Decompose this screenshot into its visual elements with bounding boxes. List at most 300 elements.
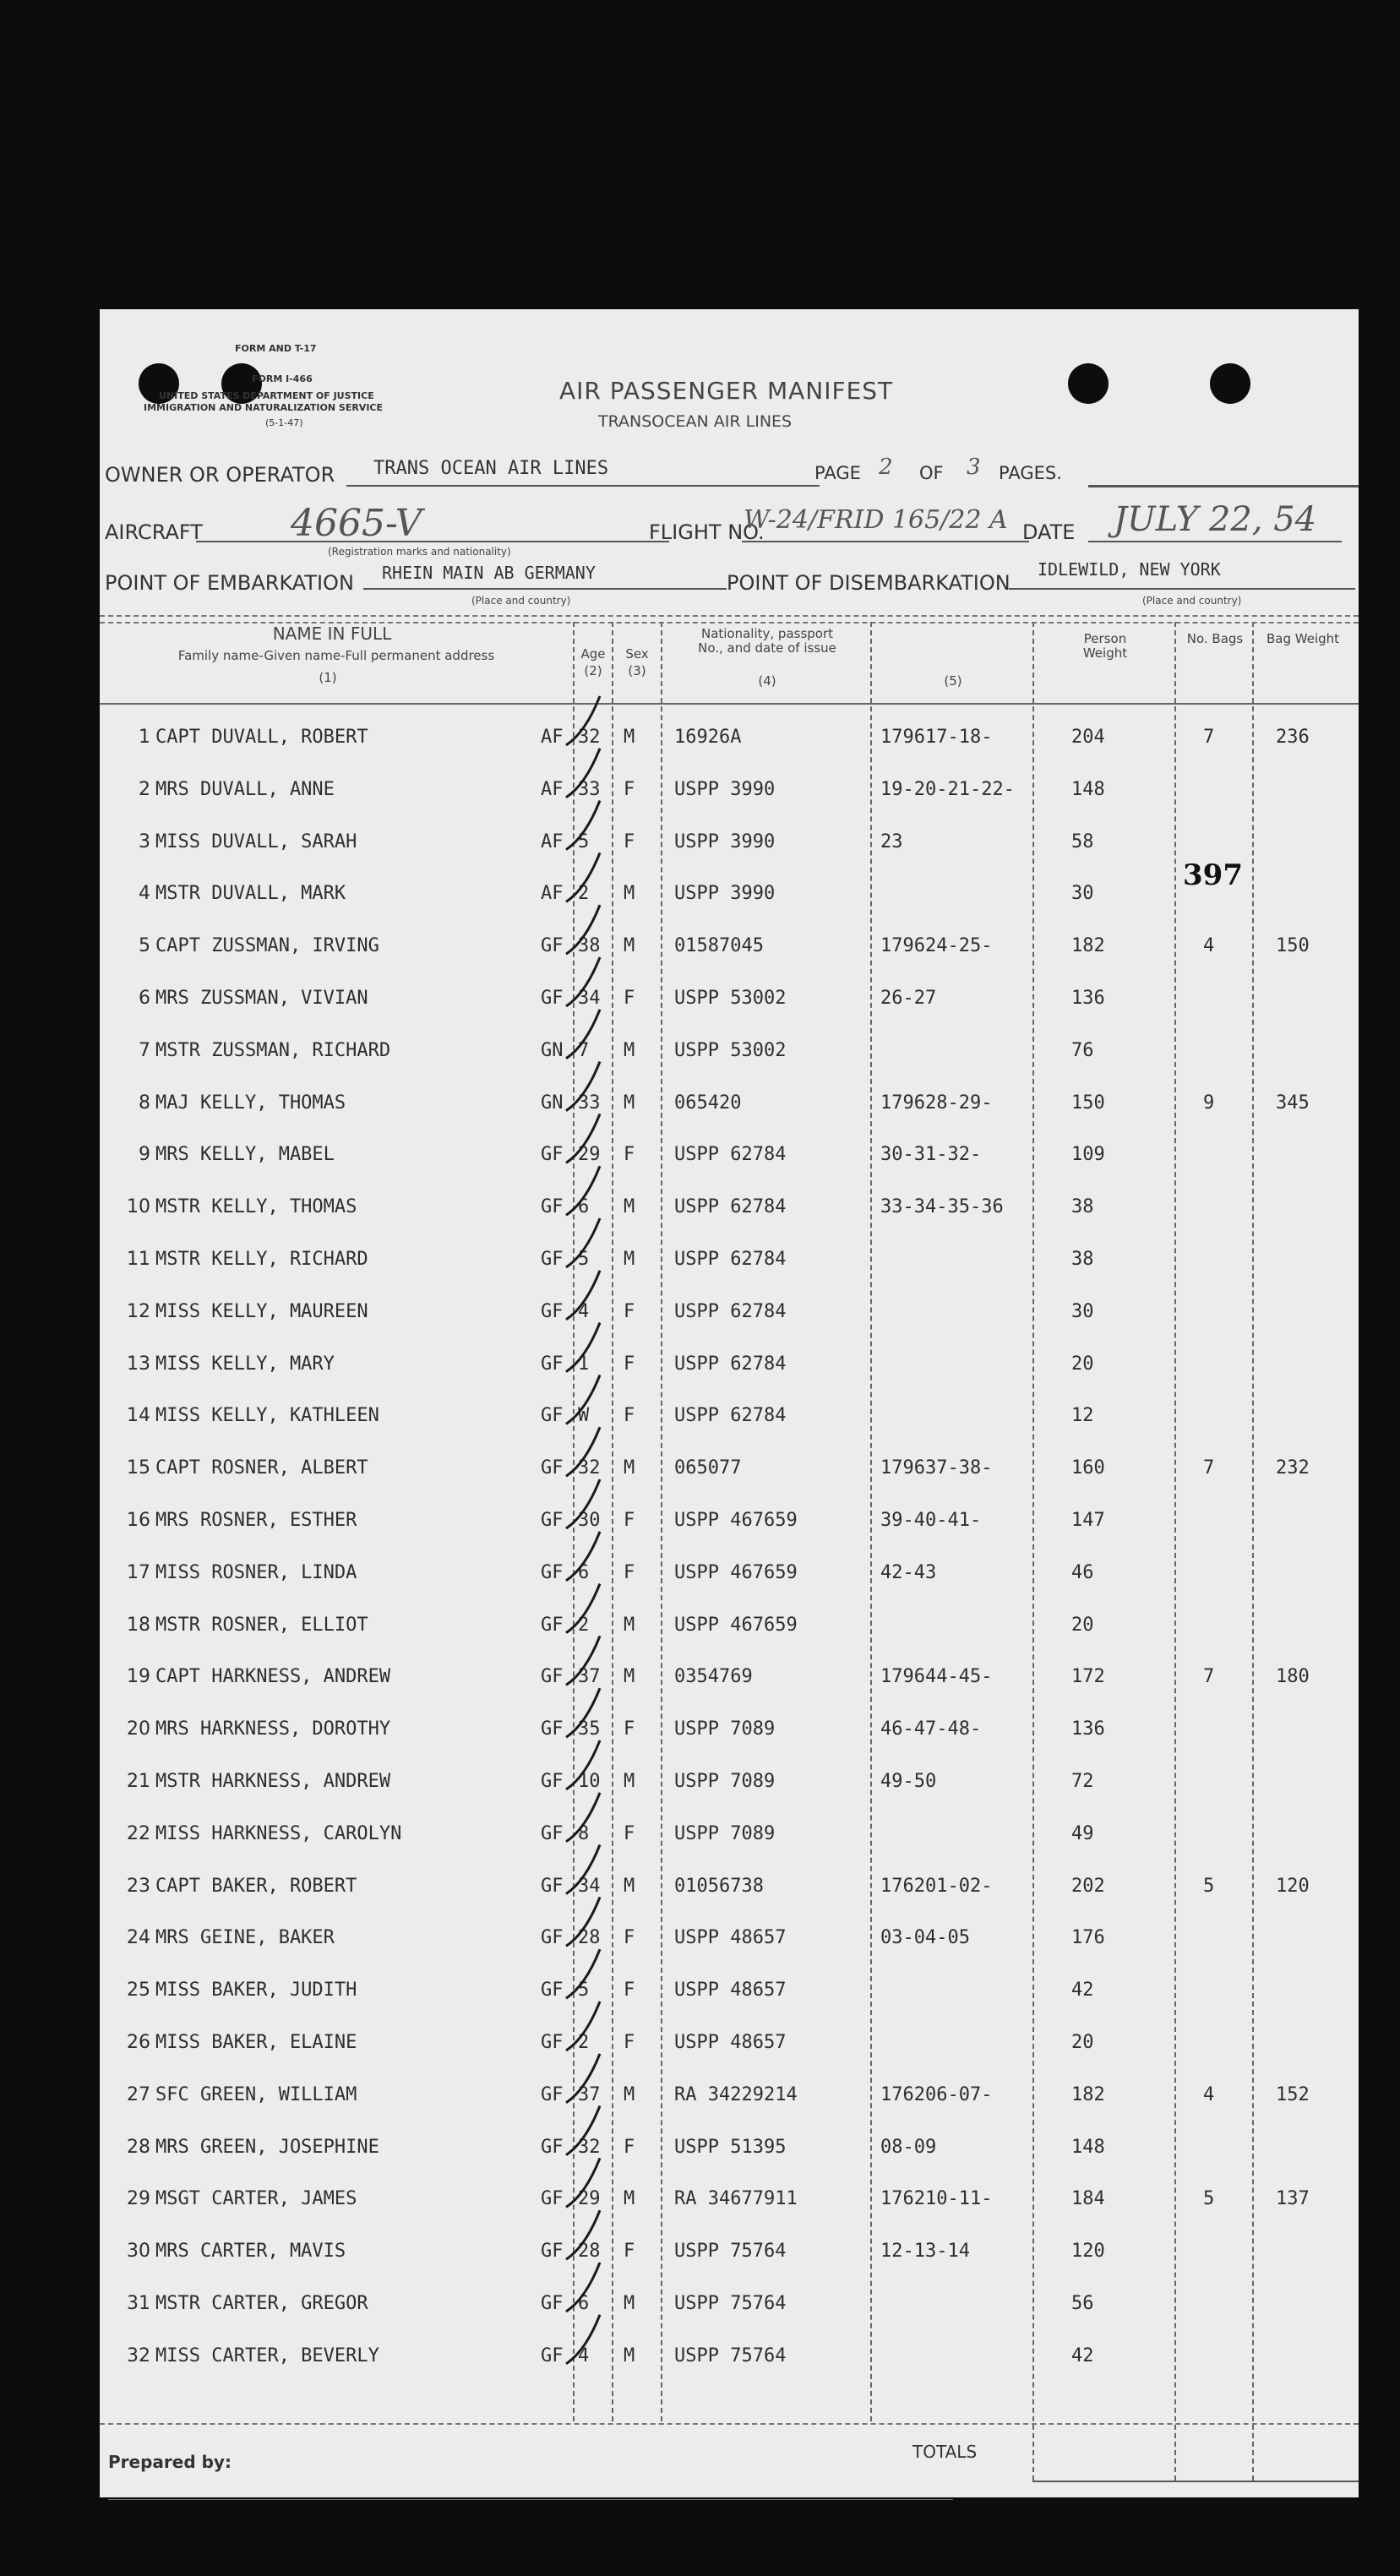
cell-code: GF: [541, 2345, 564, 2366]
cell-name: MISS DUVALL, SARAH: [155, 831, 357, 852]
cell-n: 1: [139, 727, 150, 748]
cell-n: 19: [127, 1666, 150, 1688]
cell-name: MRS GREEN, JOSEPHINE: [155, 2136, 379, 2158]
cell-bagwt: 120: [1276, 1875, 1310, 1897]
cell-name: CAPT HARKNESS, ANDREW: [155, 1666, 391, 1688]
cell-n: 15: [127, 1457, 150, 1479]
department-line-2: IMMIGRATION AND NATURALIZATION SERVICE: [144, 402, 384, 413]
cell-code: GF: [541, 2293, 564, 2314]
check-mark: [566, 2210, 600, 2259]
cell-n: 14: [127, 1405, 150, 1427]
cell-n: 11: [127, 1249, 150, 1270]
cell-age: 37: [578, 2083, 601, 2105]
cell-wt: 58: [1071, 831, 1094, 852]
cell-wt: 30: [1071, 883, 1094, 905]
cell-sex: F: [624, 1927, 635, 1949]
cell-sex: F: [624, 1510, 635, 1531]
owner-value: TRANS OCEAN AIR LINES: [373, 458, 609, 479]
cell-age: 6: [578, 1561, 590, 1583]
cell-bags: 7: [1203, 1666, 1215, 1688]
cell-name: MRS ZUSSMAN, VIVIAN: [155, 988, 368, 1009]
cell-sex: F: [624, 1718, 635, 1740]
cell-wt: 120: [1071, 2241, 1105, 2263]
col-header-person-weight: Person Weight: [1082, 631, 1128, 661]
cell-sex: M: [624, 1249, 635, 1270]
cell-sex: F: [624, 2032, 635, 2053]
cell-age: 33: [578, 778, 601, 800]
cell-sex: F: [624, 1300, 635, 1322]
cell-wt: 150: [1071, 1092, 1105, 1114]
cell-bagwt: 137: [1276, 2188, 1310, 2210]
cell-wt: 202: [1071, 1875, 1105, 1897]
cell-name: MRS HARKNESS, DOROTHY: [155, 1718, 391, 1740]
cell-code: GF: [541, 1771, 564, 1792]
check-mark: [566, 2001, 600, 2050]
cell-n: 9: [139, 1144, 150, 1166]
cell-n: 18: [127, 1614, 150, 1636]
cell-tick: 46-47-48-: [880, 1718, 982, 1740]
cell-nat: USPP 3990: [674, 883, 776, 905]
cell-tick: 176201-02-: [880, 1875, 993, 1897]
check-mark: [566, 1010, 600, 1059]
check-mark: [566, 852, 600, 901]
cell-code: GF: [541, 1353, 564, 1375]
cell-nat: USPP 62784: [674, 1353, 787, 1375]
cell-age: 32: [578, 727, 601, 748]
cell-sex: M: [624, 1457, 635, 1479]
cell-n: 29: [127, 2188, 150, 2210]
cell-nat: 065420: [674, 1092, 742, 1114]
total-pages: 3: [967, 455, 981, 480]
cell-name: MRS DUVALL, ANNE: [155, 778, 335, 800]
stamp-number: 397: [1183, 858, 1243, 892]
cell-name: MISS ROSNER, LINDA: [155, 1561, 357, 1583]
cell-age: 10: [578, 1771, 601, 1792]
cell-age: 7: [578, 1039, 590, 1061]
check-mark: [566, 1218, 600, 1267]
cell-sex: M: [624, 1039, 635, 1061]
cell-age: 1: [578, 1353, 590, 1375]
cell-sex: M: [624, 1875, 635, 1897]
col-header-sex: Sex: [625, 646, 649, 662]
cell-sex: M: [624, 2293, 635, 2314]
cell-bagwt: 152: [1276, 2083, 1310, 2105]
cell-name: MSTR DUVALL, MARK: [155, 883, 346, 905]
cell-tick: 03-04-05: [880, 1927, 970, 1949]
cell-n: 22: [127, 1822, 150, 1844]
cell-sex: F: [624, 1561, 635, 1583]
cell-wt: 38: [1071, 1196, 1094, 1218]
cell-sex: M: [624, 1196, 635, 1218]
check-mark: [566, 1271, 600, 1320]
totals-label: TOTALS: [912, 2442, 978, 2462]
aircraft-value: 4665-V: [291, 502, 422, 545]
cell-age: 2: [578, 883, 590, 905]
cell-wt: 56: [1071, 2293, 1094, 2314]
cell-bagwt: 180: [1276, 1666, 1310, 1688]
col-header-bag-weight: Bag Weight: [1266, 631, 1340, 646]
cell-nat: 065077: [674, 1457, 742, 1479]
cell-age: 32: [578, 2136, 601, 2158]
cell-tick: 19-20-21-22-: [880, 778, 1015, 800]
cell-code: GF: [541, 1666, 564, 1688]
cell-tick: 23: [880, 831, 903, 852]
cell-name: MISS KELLY, MARY: [155, 1353, 335, 1375]
cell-sex: F: [624, 1822, 635, 1844]
cell-age: 33: [578, 1092, 601, 1114]
col-header-sex-num: (3): [628, 663, 646, 678]
check-mark: [566, 2315, 600, 2364]
cell-code: AF: [541, 883, 564, 905]
cell-wt: 109: [1071, 1144, 1105, 1166]
cell-code: GF: [541, 2188, 564, 2210]
check-mark: [566, 1062, 600, 1111]
cell-name: SFC GREEN, WILLIAM: [155, 2083, 357, 2105]
cell-bagwt: 345: [1276, 1092, 1310, 1114]
col-header-no-bags: No. Bags: [1186, 631, 1244, 646]
cell-sex: F: [624, 988, 635, 1009]
cell-sex: M: [624, 1092, 635, 1114]
cell-age: 34: [578, 988, 601, 1009]
form-number: FORM I-466: [252, 373, 313, 384]
cell-tick: 26-27: [880, 988, 937, 1009]
cell-code: GF: [541, 1875, 564, 1897]
cell-name: CAPT DUVALL, ROBERT: [155, 727, 368, 748]
cell-name: CAPT ZUSSMAN, IRVING: [155, 935, 379, 957]
cell-name: MISS KELLY, MAUREEN: [155, 1300, 368, 1322]
cell-n: 20: [127, 1718, 150, 1740]
cell-nat: USPP 48657: [674, 1927, 787, 1949]
cell-wt: 204: [1071, 727, 1105, 748]
cell-sex: M: [624, 2188, 635, 2210]
cell-nat: USPP 75764: [674, 2345, 787, 2366]
check-mark: [566, 1584, 600, 1633]
cell-wt: 184: [1071, 2188, 1105, 2210]
check-mark: [566, 1949, 600, 1998]
check-mark: [566, 1688, 600, 1737]
cell-sex: F: [624, 778, 635, 800]
cell-nat: USPP 3990: [674, 831, 776, 852]
cell-sex: F: [624, 1144, 635, 1166]
cell-name: MRS ROSNER, ESTHER: [155, 1510, 357, 1531]
cell-code: GF: [541, 988, 564, 1009]
disembarkation-value: IDLEWILD, NEW YORK: [1038, 559, 1221, 580]
col-header-age-num: (2): [584, 663, 602, 678]
manifest-title: AIR PASSENGER MANIFEST: [559, 377, 894, 405]
totals-underline: [1032, 2481, 1359, 2482]
cell-bags: 7: [1203, 1457, 1215, 1479]
cell-name: MRS GEINE, BAKER: [155, 1927, 335, 1949]
cell-sex: M: [624, 2345, 635, 2366]
cell-name: MSTR ZUSSMAN, RICHARD: [155, 1039, 391, 1061]
cell-name: MISS KELLY, KATHLEEN: [155, 1405, 379, 1427]
cell-age: 6: [578, 2293, 590, 2314]
cell-name: MISS CARTER, BEVERLY: [155, 2345, 379, 2366]
cell-age: 5: [578, 831, 590, 852]
cell-age: 4: [578, 2345, 590, 2366]
pages-label: PAGES.: [999, 463, 1062, 483]
cell-wt: 72: [1071, 1771, 1094, 1792]
cell-wt: 182: [1071, 2083, 1105, 2105]
form-edition: (5-1-47): [265, 417, 303, 428]
cell-bags: 4: [1203, 935, 1215, 957]
check-mark: [566, 957, 600, 1006]
cell-bags: 9: [1203, 1092, 1215, 1114]
cell-n: 24: [127, 1927, 150, 1949]
cell-wt: 46: [1071, 1561, 1094, 1583]
cell-wt: 76: [1071, 1039, 1094, 1061]
cell-tick: 39-40-41-: [880, 1510, 982, 1531]
check-mark: [566, 1114, 601, 1166]
disembarkation-label: POINT OF DISEMBARKATION: [727, 571, 1011, 595]
cell-n: 31: [127, 2293, 150, 2314]
cell-tick: 176210-11-: [880, 2188, 993, 2210]
cell-code: GN: [541, 1039, 564, 1061]
cell-age: 2: [578, 1614, 590, 1636]
cell-age: 35: [578, 1718, 601, 1740]
cell-nat: 01056738: [674, 1875, 764, 1897]
page-label: PAGE: [814, 463, 861, 483]
cell-bags: 5: [1203, 1875, 1215, 1897]
embarkation-note: (Place and country): [471, 595, 571, 607]
cell-age: 2: [578, 2032, 590, 2053]
cell-tick: 08-09: [880, 2136, 937, 2158]
cell-code: GF: [541, 1405, 564, 1427]
cell-n: 8: [139, 1092, 150, 1114]
cell-name: CAPT BAKER, ROBERT: [155, 1875, 357, 1897]
cell-n: 2: [139, 778, 150, 800]
cell-n: 17: [127, 1561, 150, 1583]
cell-code: GN: [541, 1092, 564, 1114]
col-header-name-sub: Family name-Given name-Full permanent address: [177, 648, 495, 663]
of-label: OF: [919, 463, 944, 483]
date-label: DATE: [1022, 520, 1076, 544]
cell-name: MRS CARTER, MAVIS: [155, 2241, 346, 2263]
cell-name: MISS BAKER, ELAINE: [155, 2032, 357, 2053]
cell-nat: USPP 7089: [674, 1822, 776, 1844]
cell-n: 23: [127, 1875, 150, 1897]
cell-name: MISS HARKNESS, CAROLYN: [155, 1822, 402, 1844]
form-top-label: FORM AND T-17: [235, 343, 317, 354]
cell-age: 4: [578, 1300, 590, 1322]
col-header-name: NAME IN FULL: [272, 624, 392, 644]
cell-nat: 01587045: [674, 935, 764, 957]
cell-nat: USPP 53002: [674, 988, 787, 1009]
cell-code: GF: [541, 2083, 564, 2105]
cell-nat: 0354769: [674, 1666, 753, 1688]
cell-n: 27: [127, 2083, 150, 2105]
cell-n: 28: [127, 2136, 150, 2158]
cell-age: 32: [578, 1457, 601, 1479]
cell-age: 6: [578, 1196, 590, 1218]
cell-sex: F: [624, 1980, 635, 2001]
page-number: 2: [879, 455, 893, 480]
cell-wt: 12: [1071, 1405, 1094, 1427]
cell-code: GF: [541, 1718, 564, 1740]
check-mark: [566, 1375, 600, 1427]
cell-wt: 20: [1071, 1614, 1094, 1636]
manifest-sheet: [100, 309, 1359, 2497]
cell-wt: 147: [1071, 1510, 1105, 1531]
cell-nat: USPP 62784: [674, 1405, 787, 1427]
cell-sex: M: [624, 727, 635, 748]
aircraft-label: AIRCRAFT: [105, 520, 203, 544]
cell-name: MISS BAKER, JUDITH: [155, 1980, 357, 2001]
cell-name: MSGT CARTER, JAMES: [155, 2188, 357, 2210]
col-header-age: Age: [580, 646, 606, 662]
check-mark: [566, 1427, 600, 1476]
cell-code: GF: [541, 1510, 564, 1531]
cell-tick: 12-13-14: [880, 2241, 970, 2263]
cell-wt: 182: [1071, 935, 1105, 957]
cell-code: GF: [541, 1249, 564, 1270]
cell-name: MAJ KELLY, THOMAS: [155, 1092, 346, 1114]
cell-wt: 160: [1071, 1457, 1105, 1479]
cell-nat: USPP 467659: [674, 1614, 798, 1636]
cell-code: GF: [541, 935, 564, 957]
cell-bags: 7: [1203, 727, 1215, 748]
check-mark: [566, 1793, 600, 1842]
cell-sex: F: [624, 1353, 635, 1375]
cell-tick: 49-50: [880, 1771, 937, 1792]
cell-age: 28: [578, 2241, 601, 2263]
col-header-5: (5): [944, 673, 962, 689]
cell-wt: 148: [1071, 2136, 1105, 2158]
cell-tick: 179644-45-: [880, 1666, 993, 1688]
cell-sex: M: [624, 1771, 635, 1792]
cell-wt: 136: [1071, 1718, 1105, 1740]
cell-sex: F: [624, 2241, 635, 2263]
cell-name: MSTR CARTER, GREGOR: [155, 2293, 368, 2314]
cell-tick: 179617-18-: [880, 727, 993, 748]
cell-nat: USPP 48657: [674, 1980, 787, 2001]
cell-code: GF: [541, 1980, 564, 2001]
cell-n: 32: [127, 2345, 150, 2366]
cell-bagwt: 232: [1276, 1457, 1310, 1479]
check-mark: [566, 696, 600, 745]
cell-nat: USPP 467659: [674, 1510, 798, 1531]
cell-bagwt: 236: [1276, 727, 1310, 748]
cell-sex: F: [624, 2136, 635, 2158]
cell-wt: 30: [1071, 1300, 1094, 1322]
tick-marks: [100, 309, 1359, 2497]
cell-code: GF: [541, 1196, 564, 1218]
cell-code: GF: [541, 1144, 564, 1166]
cell-tick: 179637-38-: [880, 1457, 993, 1479]
cell-bags: 5: [1203, 2188, 1215, 2210]
cell-nat: USPP 62784: [674, 1196, 787, 1218]
flight-label: FLIGHT NO.: [649, 520, 765, 544]
col-header-nationality-num: (4): [758, 673, 776, 689]
prepared-by-label: Prepared by:: [108, 2452, 232, 2472]
cell-wt: 172: [1071, 1666, 1105, 1688]
check-mark: [566, 1479, 600, 1528]
check-mark: [566, 2158, 601, 2210]
check-mark: [566, 749, 600, 798]
cell-wt: 20: [1071, 1353, 1094, 1375]
cell-age: 38: [578, 935, 601, 957]
cell-bagwt: 150: [1276, 935, 1310, 957]
cell-name: CAPT ROSNER, ALBERT: [155, 1457, 368, 1479]
cell-nat: USPP 62784: [674, 1249, 787, 1270]
cell-nat: USPP 7089: [674, 1771, 776, 1792]
cell-bags: 4: [1203, 2083, 1215, 2105]
cell-n: 6: [139, 988, 150, 1009]
cell-code: GF: [541, 1927, 564, 1949]
cell-sex: F: [624, 1405, 635, 1427]
table-bottom-rule: [100, 2423, 1359, 2425]
cell-wt: 148: [1071, 778, 1105, 800]
cell-age: 30: [578, 1510, 601, 1531]
cell-age: 28: [578, 1927, 601, 1949]
cell-n: 5: [139, 935, 150, 957]
cell-age: 29: [578, 2188, 601, 2210]
check-mark: [566, 1323, 600, 1372]
cell-code: GF: [541, 1822, 564, 1844]
cell-n: 7: [139, 1039, 150, 1061]
check-mark: [566, 905, 601, 957]
cell-nat: USPP 75764: [674, 2293, 787, 2314]
cell-nat: USPP 75764: [674, 2241, 787, 2263]
cell-nat: USPP 51395: [674, 2136, 787, 2158]
cell-code: GF: [541, 1300, 564, 1322]
airline-stamp: TRANSOCEAN AIR LINES: [598, 412, 793, 431]
cell-wt: 42: [1071, 1980, 1094, 2001]
cell-name: MSTR HARKNESS, ANDREW: [155, 1771, 391, 1792]
cell-sex: M: [624, 935, 635, 957]
cell-n: 4: [139, 883, 150, 905]
aircraft-note: (Registration marks and nationality): [328, 546, 511, 558]
check-mark: [566, 1845, 600, 1894]
embarkation-label: POINT OF EMBARKATION: [105, 571, 354, 595]
cell-age: 37: [578, 1666, 601, 1688]
cell-wt: 176: [1071, 1927, 1105, 1949]
cell-age: W: [578, 1405, 590, 1427]
cell-code: GF: [541, 1457, 564, 1479]
cell-code: AF: [541, 778, 564, 800]
cell-sex: M: [624, 1614, 635, 1636]
check-mark: [566, 2106, 600, 2155]
cell-tick: 42-43: [880, 1561, 937, 1583]
cell-tick: 179628-29-: [880, 1092, 993, 1114]
cell-code: AF: [541, 831, 564, 852]
cell-wt: 136: [1071, 988, 1105, 1009]
cell-age: 5: [578, 1249, 590, 1270]
cell-n: 3: [139, 831, 150, 852]
embarkation-value: RHEIN MAIN AB GERMANY: [382, 563, 596, 583]
cell-name: MSTR KELLY, RICHARD: [155, 1249, 368, 1270]
cell-name: MSTR KELLY, THOMAS: [155, 1196, 357, 1218]
cell-nat: USPP 62784: [674, 1144, 787, 1166]
flight-value: W-24/FRID 165/22 A: [744, 505, 1008, 535]
check-mark: [566, 1740, 600, 1789]
cell-code: GF: [541, 2136, 564, 2158]
cell-n: 10: [127, 1196, 150, 1218]
cell-nat: USPP 53002: [674, 1039, 787, 1061]
cell-tick: 176206-07-: [880, 2083, 993, 2105]
cell-n: 12: [127, 1300, 150, 1322]
cell-tick: 179624-25-: [880, 935, 993, 957]
cell-age: 5: [578, 1980, 590, 2001]
cell-nat: USPP 467659: [674, 1561, 798, 1583]
cell-code: GF: [541, 1561, 564, 1583]
cell-code: AF: [541, 727, 564, 748]
cell-code: GF: [541, 1614, 564, 1636]
prepared-by-underline: [108, 2499, 953, 2500]
check-mark: [566, 801, 600, 850]
cell-sex: M: [624, 883, 635, 905]
cell-tick: 30-31-32-: [880, 1144, 982, 1166]
